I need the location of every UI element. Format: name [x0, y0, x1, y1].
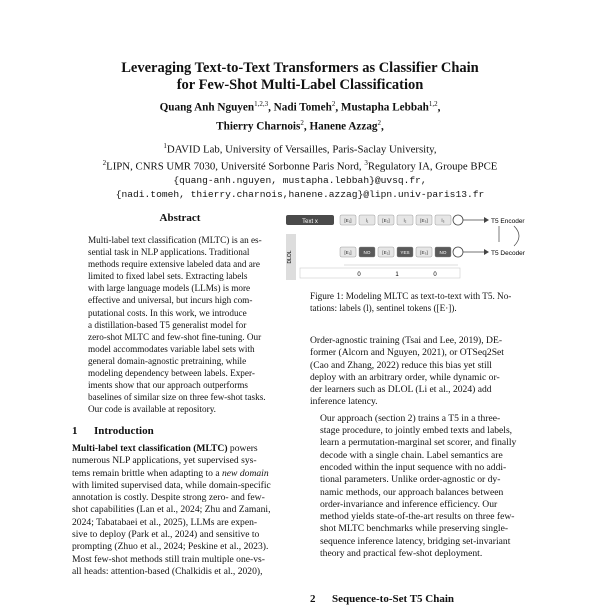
encoder-token: [E₂]: [382, 218, 390, 224]
right-column-text: [310, 335, 532, 564]
encoder-node-icon: [453, 215, 463, 225]
encoder-token: [E₁]: [344, 218, 352, 224]
abstract-line: Multi-label text classification (MLTC) is an es-: [88, 235, 262, 245]
text-line: order-invariance and inference efficiency. Our: [320, 498, 498, 510]
section-number: 2: [310, 593, 316, 605]
author-affil-sup: 2: [300, 118, 304, 127]
text-line: (Cao and Zhang, 2022) reduce this bias yet still: [310, 359, 492, 371]
text-line: Our approach (section 2) trains a T5 in a three-: [320, 412, 501, 424]
text-line: shot MLTC benchmarks while preserving single-: [320, 523, 509, 535]
decoder-node-icon: [453, 247, 463, 257]
text-line: former (Alcorn and Nguyen, 2021), or OTSeq2Set: [310, 347, 504, 359]
text-line: inference latency.: [310, 396, 378, 408]
text-line: decode with a single chain. Label semantics are: [320, 449, 503, 461]
text-line: stage procedure, to jointly embed texts and labels,: [320, 425, 513, 437]
output-value: 0: [433, 272, 437, 278]
author-name: Thierry Charnois: [216, 120, 301, 133]
abstract-line: methods require extensive labeled data and are: [88, 259, 260, 270]
dlol-side-label: DLOL: [287, 250, 293, 264]
decoder-token: [E₂]: [382, 250, 390, 256]
encoder-token: l₁: [365, 218, 369, 224]
decoder-token-row: [340, 247, 451, 257]
abstract-line: Our code is available at repository.: [88, 404, 216, 415]
intro-paragraph: [72, 443, 294, 578]
figure-1-diagram: [284, 212, 532, 287]
text-line: theory and practical few-shot deployment.: [320, 548, 483, 560]
section-title: Introduction: [94, 425, 154, 437]
arrow-head-icon: [484, 217, 489, 223]
author-name: Hanene Azzag: [309, 120, 378, 133]
author-affil-sup: 1,2: [428, 100, 438, 108]
decoder-token: NO: [363, 250, 371, 256]
intro-line: with limited supervised data, while domain-specific: [72, 479, 271, 491]
encoder-token: [E₃]: [420, 218, 428, 224]
section-heading: [310, 593, 454, 605]
section-number: 1: [72, 425, 78, 437]
encoder-token-row: [340, 215, 451, 225]
abstract-line: putational costs. In this work, we introduce: [88, 307, 247, 318]
encoder-token: l₃: [441, 218, 445, 224]
intro-line: annotation is costly. Despite strong zero- and few-: [72, 492, 265, 504]
intro-bold-term: Multi-label text classification (MLTC): [72, 443, 228, 454]
affil-sup: 2: [102, 159, 107, 168]
text-line: tional parameters. Unlike order-agnostic or dy-: [320, 474, 501, 486]
affil-sup: 3: [364, 159, 368, 168]
decoder-token: [E₃]: [420, 250, 428, 256]
text-line: Order-agnostic training (Tsai and Lee, 2019), DE-: [310, 335, 503, 346]
author-affil-sup: 2: [377, 118, 382, 127]
affiliation-line: DAVID Lab, University of Versailles, Paris-Saclay University,: [166, 143, 437, 156]
abstract-line: iments show that our approach outperforms: [88, 380, 248, 391]
output-value: 1: [395, 272, 399, 278]
encoder-decoder-arrows: [499, 226, 519, 246]
text-line: sequence inference latency, bridging set-invariant: [320, 535, 511, 547]
intro-text: powers: [227, 443, 258, 454]
intro-line: numerous NLP applications, yet supervised sys-: [72, 455, 257, 467]
intro-line: prompting (Zhuo et al., 2024; Peskine et al., 2023).: [72, 541, 269, 553]
email-line: {nadi.tomeh, thierry.charnois,hanene.azzag}@lipn.univ-paris13.fr: [115, 188, 485, 200]
intro-line: all heads: attention-based (Chalkidis et al., 2020),: [72, 565, 263, 577]
abstract-line: a distillation-based T5 generalist model for: [88, 319, 247, 330]
email-line: {quang-anh.nguyen, mustapha.lebbah}@uvsq.fr,: [173, 175, 427, 187]
affiliations: [0, 140, 600, 201]
intro-line: Most few-shot methods still train multiple one-vs-: [72, 553, 265, 565]
affiliation-line: Regulatory IA, Groupe BPCE: [367, 160, 498, 173]
intro-italic-term: new domain: [222, 467, 269, 479]
affil-sup: 1: [163, 142, 167, 150]
paper-title: [0, 60, 600, 94]
author-name: Mustapha Lebbah: [340, 101, 429, 114]
text-line: encoded within the input sequence with no addi-: [320, 461, 507, 473]
caption-line: tations: labels (l), sentinel tokens ([E·]).: [310, 303, 457, 313]
abstract-line: baselines of similar size on three few-shot tasks.: [88, 392, 266, 403]
text-input-token: Text x: [302, 219, 318, 225]
author-list: Quang Anh Nguyen$^{1,2,3}$, Nadi Tomeh$^2$, Mustapha Lebbah$^{1,2}$, Thierry Charnois$^2$, Hanene Azzag$^2$,: [159, 100, 441, 133]
encoder-label: T5 Encoder: [491, 218, 525, 225]
text-line: der learners such as DLOL (Li et al., 2024) add: [310, 384, 492, 396]
text-line: learn a permutation-marginal set scorer, and finally: [320, 437, 517, 449]
section-title: Sequence-to-Set T5 Chain: [332, 593, 455, 605]
abstract-line: with large language models (LLMs) is more: [88, 283, 251, 294]
text-line: method yields state-of-the-art results on three few-: [320, 511, 515, 523]
author-name: Quang Anh Nguyen: [159, 101, 255, 114]
author-name: Nadi Tomeh: [273, 101, 332, 114]
text-line: deploy with an arbitrary order, while dynamic or-: [310, 371, 500, 383]
decoder-token: [E₁]: [344, 250, 352, 256]
caption-line: Figure 1: Modeling MLTC as text-to-text with T5. No-: [310, 291, 512, 301]
decoder-label: T5 Decoder: [491, 250, 525, 257]
abstract-line: limited to fixed label sets. Extracting labels: [88, 271, 248, 282]
abstract-body: [88, 234, 278, 415]
abstract-line: sential task in NLP applications. Traditional: [88, 247, 250, 258]
abstract-line: zero-shot MLTC and few-shot fine-tuning. Our: [88, 331, 262, 342]
arrow-head-icon: [484, 249, 489, 255]
text-line: namic methods, our approach balances between: [320, 486, 504, 498]
intro-line: sive to deploy (Park et al., 2024) and sensitive to: [72, 529, 260, 541]
author-affil-sup: 1,2,3: [254, 100, 269, 108]
intro-line: 2024; Tabatabaei et al., 2025), LLMs are expen-: [72, 516, 258, 528]
decoder-token: YES: [400, 250, 410, 256]
abstract-line: modeling dependency between labels. Exper-: [88, 368, 255, 379]
paragraph: [310, 335, 532, 409]
abstract-line: effective and universal, but incurs high com-: [88, 295, 253, 306]
affiliation-line: LIPN, CNRS UMR 7030, Université Sorbonne Paris Nord,: [106, 160, 362, 173]
title-line-2: for Few-Shot Multi-Label Classification: [176, 77, 424, 93]
intro-line: tems remain brittle when adapting to a new domain: [72, 467, 269, 479]
title-line-1: Leveraging Text-to-Text Transformers as Classifier Chain: [121, 60, 479, 76]
output-value: 0: [357, 272, 361, 278]
encoder-token: l₂: [403, 218, 407, 224]
section-heading: [72, 425, 154, 437]
paragraph: [310, 413, 532, 561]
figure-1-caption: [310, 290, 532, 314]
abstract-line: general domain-agnostic pretraining, while: [88, 355, 247, 366]
author-affil-sup: 2: [331, 100, 336, 108]
abstract-line: model accommodates variable label sets with: [88, 343, 255, 354]
intro-line: shot capabilities (Lan et al., 2024; Zhu and Zamani,: [72, 504, 271, 516]
decoder-token: NO: [439, 250, 447, 256]
abstract-heading: Abstract: [159, 212, 201, 224]
output-value-row: [357, 272, 437, 278]
